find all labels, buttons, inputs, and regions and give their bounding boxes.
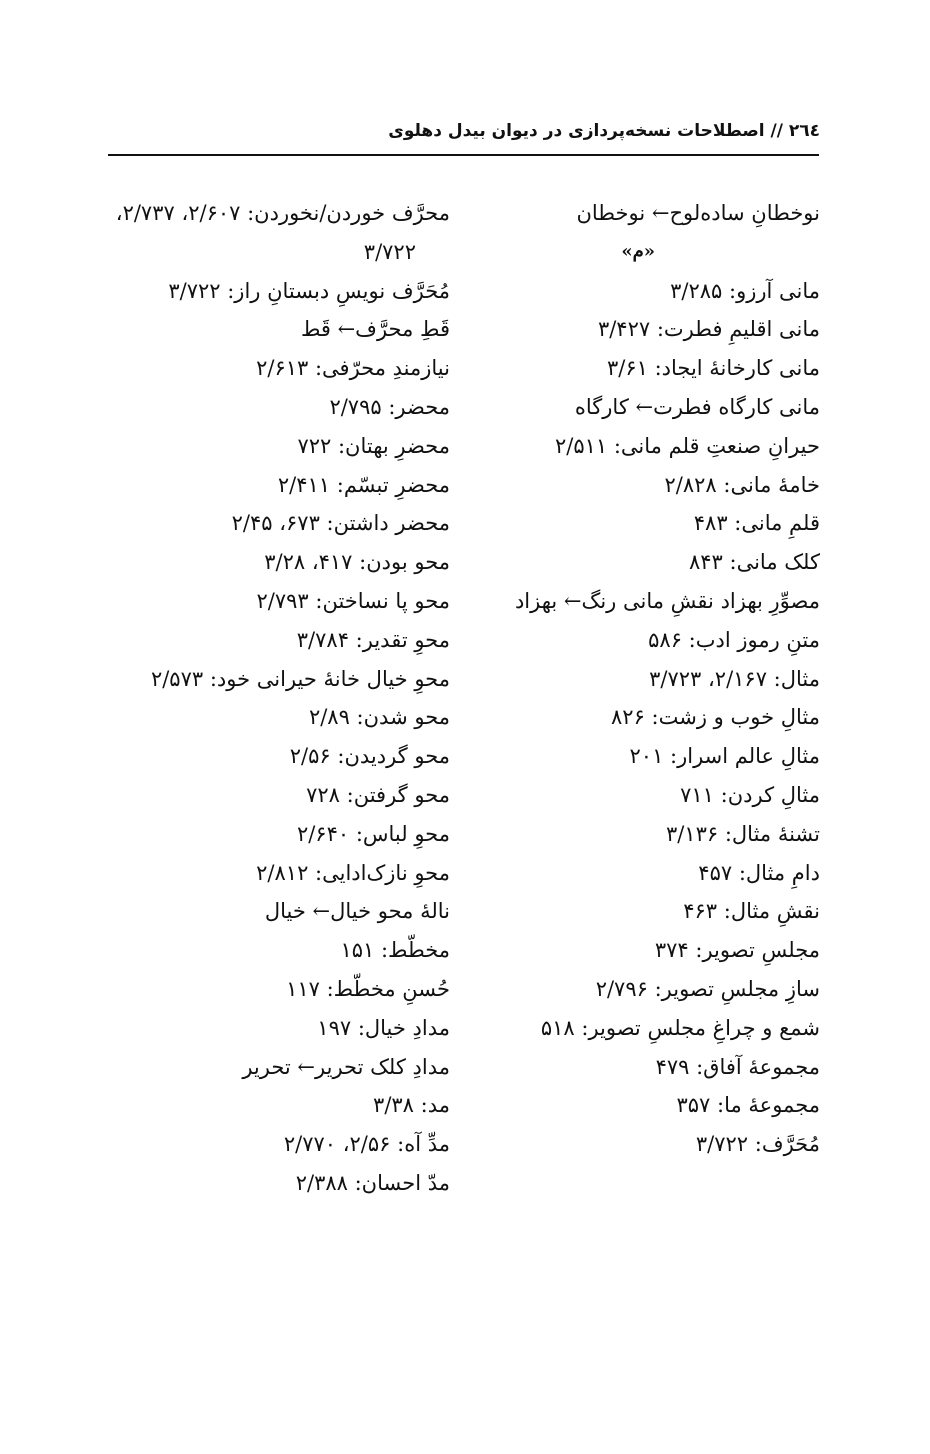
- index-entry: مجلسِ تصویر: ۳۷۴: [654, 938, 820, 963]
- index-entry: نالۀ محو خیال← خیال: [264, 899, 450, 924]
- index-entry: مدّ احسان: ۲/۳۸۸: [295, 1170, 450, 1195]
- index-entry: مثالِ عالم اسرار: ۲۰۱: [629, 744, 820, 769]
- header-divider: [108, 154, 819, 156]
- index-entry: نوخطانِ ساده‌لوح← نوخطان: [576, 201, 820, 225]
- index-entry: مدادِ خیال: ۱۹۷: [317, 1015, 450, 1040]
- index-entry: مدادِ کلک تحریر← تحریر: [242, 1054, 450, 1079]
- index-entry: خامۀ مانی: ۲/۸۲۸: [664, 472, 820, 497]
- index-entry: دامِ مثال: ۴۵۷: [698, 860, 820, 885]
- index-entry: محو شدن: ۲/۸۹: [308, 705, 450, 730]
- index-entry: قَطِ محرَّف← قَط: [300, 317, 450, 342]
- section-letter-heading: «م»: [621, 240, 655, 262]
- index-entry-continuation: ۳/۷۲۲: [363, 239, 416, 264]
- index-entry: محوِ تقدیر: ۳/۷۸۴: [296, 627, 450, 652]
- index-entry: حیرانِ صنعتِ قلم مانی: ۲/۵۱۱: [554, 433, 820, 458]
- index-entry: مُحَرَّف: ۳/۷۲۲: [695, 1132, 820, 1157]
- index-entry: مانی کارگاه فطرت← کارگاه: [574, 394, 820, 419]
- index-entry: مثالِ کردن: ۷۱۱: [680, 782, 820, 807]
- index-entry: مخطّط: ۱۵۱: [340, 938, 450, 963]
- index-entry: محضرِ بهتان: ۷۲۲: [297, 433, 450, 458]
- index-entry: محضر: ۲/۷۹۵: [329, 394, 450, 419]
- index-entry: محوِ خیال خانۀ حیرانی خود: ۲/۵۷۳: [150, 666, 450, 691]
- index-entry: محوِ نازک‌ادایی: ۲/۸۱۲: [256, 860, 450, 885]
- index-entry: نقشِ مثال: ۴۶۳: [683, 899, 820, 924]
- left-index-column: [90, 194, 450, 1203]
- index-entry: محضر داشتن: ۶۷۳، ۲/۴۵: [231, 511, 450, 536]
- index-entry: مثال: ۲/۱۶۷، ۳/۷۲۳: [649, 666, 820, 691]
- index-entry: مُحَرَّف نویسِ دبستانِ راز: ۳/۷۲۲: [168, 278, 450, 303]
- index-entry: مانی آرزو: ۳/۲۸۵: [670, 278, 820, 303]
- index-entry: حُسنِ مخطّط: ۱۱۷: [286, 976, 450, 1001]
- index-entry: مصوِّرِ بهزاد نقشِ مانی رنگ← بهزاد: [514, 588, 820, 613]
- index-entry: مثالِ خوب و زشت: ۸۲۶: [611, 705, 820, 730]
- index-entry: محضرِ تبسّم: ۲/۴۱۱: [277, 472, 450, 497]
- index-entry: مانی کارخانۀ ایجاد: ۳/۶۱: [606, 356, 820, 381]
- index-entry: محوِ لباس: ۲/۶۴۰: [296, 821, 450, 846]
- index-entry: مد: ۳/۳۸: [373, 1093, 450, 1118]
- page-header: ٢٦٤ // اصطلاحات نسخه‌پردازی در دیوان بیدل دهلوی: [388, 121, 820, 141]
- index-entry: سازِ مجلسِ تصویر: ۲/۷۹۶: [595, 976, 820, 1001]
- index-entry: مجموعۀ آفاق: ۴۷۹: [655, 1054, 820, 1079]
- index-entry: محو گرفتن: ۷۲۸: [306, 782, 450, 807]
- index-entry: محو بودن: ۴۱۷، ۳/۲۸: [264, 550, 450, 575]
- index-entry: متنِ رموز ادب: ۵۸۶: [648, 627, 820, 652]
- right-index-column: [460, 194, 820, 1164]
- index-entry: شمع و چراغِ مجلسِ تصویر: ۵۱۸: [540, 1015, 820, 1040]
- index-entry: محرَّف خوردن/نخوردن: ۲/۶۰۷، ۲/۷۳۷،: [115, 201, 450, 225]
- index-entry: تشنۀ مثال: ۳/۱۳۶: [665, 821, 820, 846]
- index-entry: محو پا نساختن: ۲/۷۹۳: [256, 588, 450, 613]
- index-entry: مدِّ آه: ۲/۵۶، ۲/۷۷۰: [283, 1132, 450, 1157]
- index-entry: کلک مانی: ۸۴۳: [688, 550, 820, 575]
- index-entry: قلمِ مانی: ۴۸۳: [693, 511, 820, 536]
- index-entry: مانی اقلیمِ فطرت: ۳/۴۲۷: [597, 317, 820, 342]
- index-entry: محو گردیدن: ۲/۵۶: [289, 744, 450, 769]
- index-entry: مجموعۀ ما: ۳۵۷: [676, 1093, 820, 1118]
- index-entry: نیازمندِ محرّفی: ۲/۶۱۳: [256, 356, 450, 381]
